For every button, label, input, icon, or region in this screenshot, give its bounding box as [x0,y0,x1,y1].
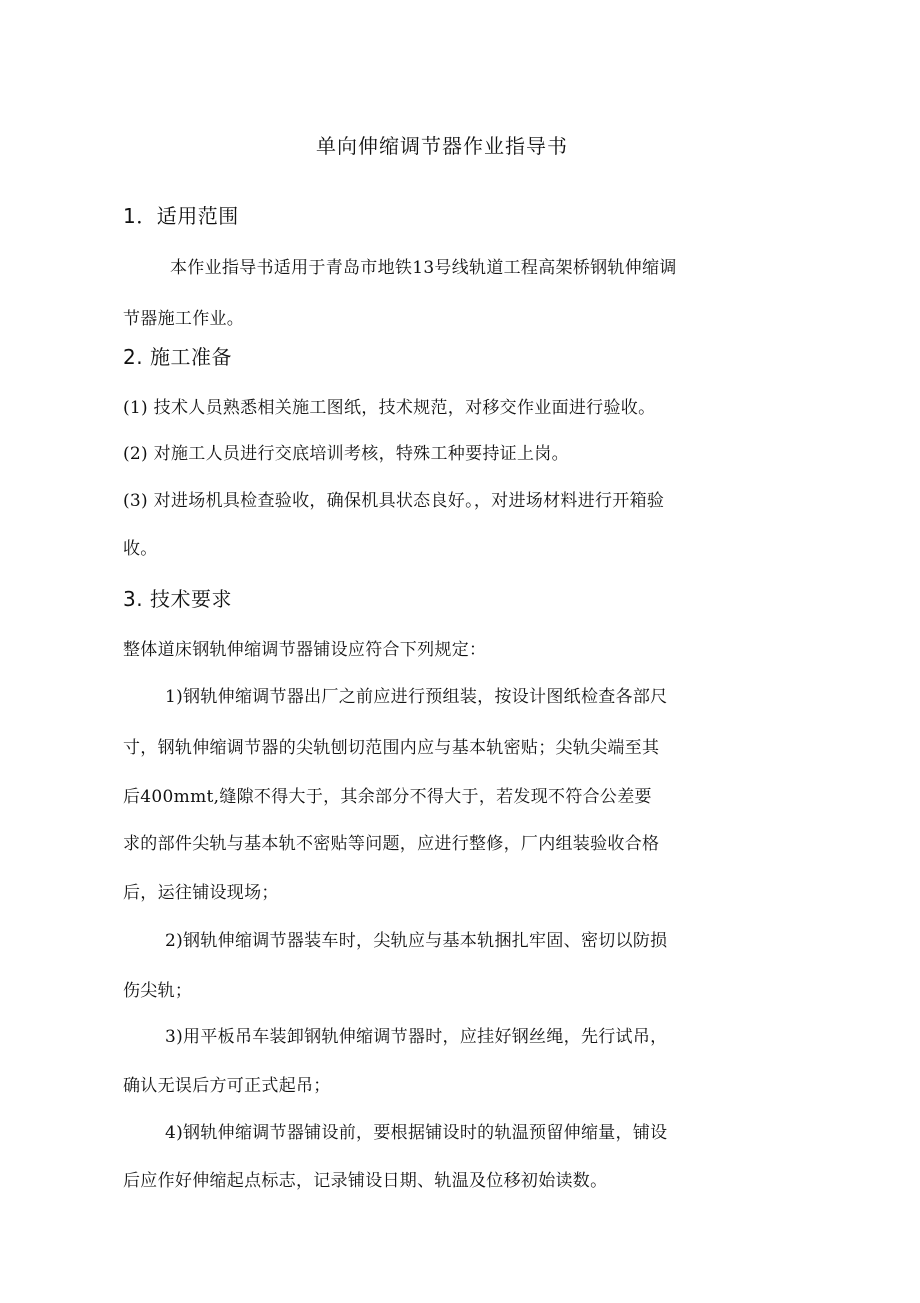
section-2-item-1: (1) 技术人员熟悉相关施工图纸，技术规范，对移交作业面进行验收。 [123,398,656,418]
section-1-heading: 1．适用范围 [123,204,239,228]
rule-3-line-2: 确认无误后方可正式起吊； [123,1076,331,1096]
rule-2-line-1: 2)钢轨伸缩调节器装车时，尖轨应与基本轨捆扎牢固、密切以防损 [165,931,668,951]
rule-4-line-2: 后应作好伸缩起点标志，记录铺设日期、轨温及位移初始读数。 [123,1171,608,1191]
section-3-intro: 整体道床钢轨伸缩调节器铺设应符合下列规定： [123,640,487,660]
section-1-paragraph-line-1: 本作业指导书适用于青岛市地铁13号线轨道工程高架桥钢轨伸缩调 [170,258,677,278]
document-title: 单向伸缩调节器作业指导书 [316,134,568,158]
rule-3-line-1: 3)用平板吊车装卸钢轨伸缩调节器时，应挂好钢丝绳，先行试吊， [165,1027,668,1047]
section-2-item-3-line-1: (3) 对进场机具检查验收，确保机具状态良好。，对进场材料进行开箱验 [123,491,665,511]
rule-1-line-1: 1)钢轨伸缩调节器出厂之前应进行预组装，按设计图纸检查各部尺 [165,687,668,707]
rule-1-line-5: 后，运往铺设现场； [123,883,279,903]
section-1-paragraph-line-2: 节器施工作业。 [123,309,245,329]
section-2-item-2: (2) 对施工人员进行交底培训考核，特殊工种要持证上岗。 [123,444,569,464]
section-3-heading: 3. 技术要求 [123,587,232,611]
rule-2-line-2: 伤尖轨； [123,981,193,1001]
section-2-heading: 2. 施工准备 [123,345,232,369]
rule-4-line-1: 4)钢轨伸缩调节器铺设前，要根据铺设时的轨温预留伸缩量，铺设 [165,1123,668,1143]
section-2-item-3-line-2: 收。 [123,539,158,559]
rule-1-line-4: 求的部件尖轨与基本轨不密贴等问题，应进行整修，厂内组装验收合格 [123,834,660,854]
rule-1-line-3: 后400mmt,缝隙不得大于，其余部分不得大于，若发现不符合公差要 [123,787,652,807]
rule-1-line-2: 寸，钢轨伸缩调节器的尖轨刨切范围内应与基本轨密贴；尖轨尖端至其 [123,738,660,758]
